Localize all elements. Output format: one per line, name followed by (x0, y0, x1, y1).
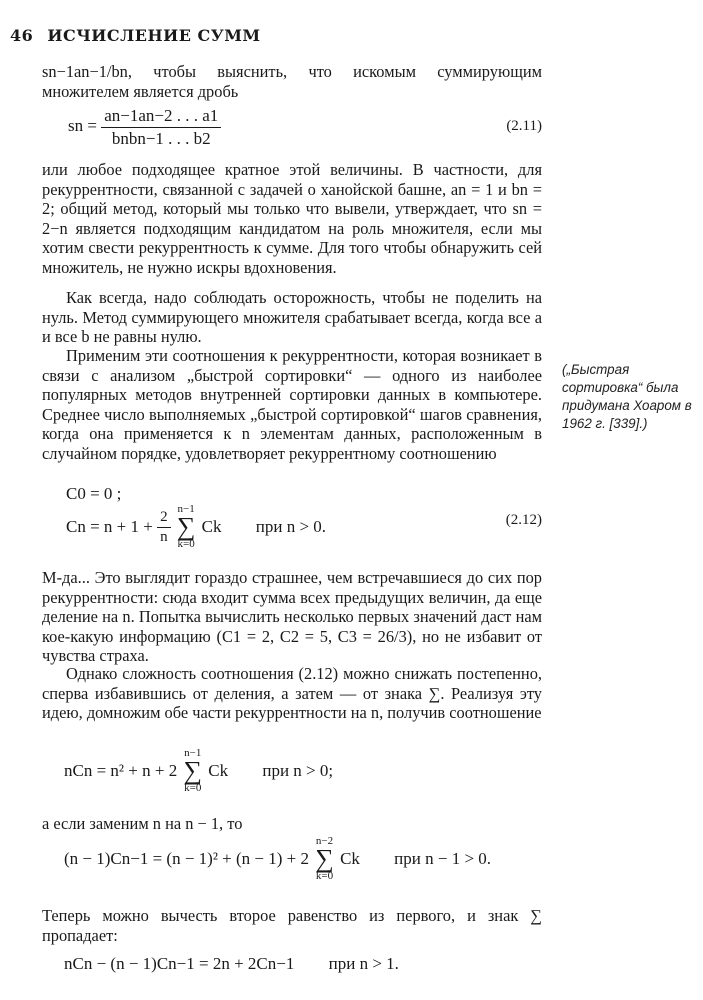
equation-4 (42, 836, 542, 896)
eq-4-term: Ck (340, 849, 360, 868)
paragraph-7: а если заменим n на n − 1, то (42, 814, 243, 833)
paragraph-4: Применим эти соотношения к рекуррентности, которая возникает в связи с анализом „быстрой сортировки“ — одного из наиболее популярных методов внутренней сортировки данных в компьютере. Среднее число выполняемых „быстрой сортировкой“ шагов сравнения, когда она применяется к n элементам данных, расположенным в случайном порядке, удовлетворяет рекуррентному соотношению (42, 346, 542, 463)
eq-2-12b-frac-num: 2 (157, 509, 171, 528)
eq-2-12b-frac-den: n (160, 528, 168, 545)
paragraph-2: или любое подходящее кратное этой величины. В частности, для рекуррентности, связанной с задачей о ханойской башне, an = 1 и bn = 2; общий метод, который мы только что вывели, утверждает, что sn = 2−n является подходящим кандидатом на роль множителя, если мы хотим свести рекуррентность к сумме. Для того чтобы обнаружить сей множитель, не нужно искры вдохновения. (42, 160, 542, 277)
eq-3-lhs: nCn = n² + n + 2 (64, 761, 178, 780)
page-number: 46 (10, 26, 34, 45)
equation-5 (42, 954, 542, 974)
eq-3-term: Ck (208, 761, 229, 780)
sum-lower-limit: k=0 (315, 870, 334, 882)
sigma-symbol: ∑ (183, 756, 202, 785)
eq-5-condition: при n > 1. (328, 954, 399, 973)
eq-2-11-numerator: an−1an−2 . . . a1 (101, 106, 221, 128)
eq-4-sum (315, 836, 334, 882)
eq-2-12b-lhs: Cn = n + 1 + (66, 517, 153, 536)
eq-number-2-12: (2.12) (505, 512, 542, 528)
equation-2-12a: C0 = 0 ; (66, 484, 122, 503)
sum-lower-limit: k=0 (177, 538, 195, 550)
sum-upper-limit: n−1 (184, 747, 202, 759)
running-title: ИСЧИСЛЕНИЕ СУММ (47, 26, 261, 45)
eq-3-condition: при n > 0; (262, 761, 334, 780)
eq-number-2-11: (2.11) (506, 118, 542, 134)
eq-4-lhs: (n − 1)Cn−1 = (n − 1)² + (n − 1) + 2 (64, 849, 310, 868)
eq-4-condition: при n − 1 > 0. (394, 849, 492, 868)
equation-3 (42, 748, 542, 808)
eq-2-11-lhs: sn = (68, 116, 97, 136)
sum-upper-limit: n−1 (177, 503, 195, 515)
paragraph-3: Как всегда, надо соблюдать осторожность, чтобы не поделить на нуль. Метод суммирующего множителя срабатывает всегда, когда все a и все b не равны нулю. (42, 288, 542, 346)
paragraph-1: sn−1an−1/bn, чтобы выяснить, что искомым суммирующим множителем является дробь (42, 62, 542, 101)
paragraph-5: М-да... Это выглядит гораздо страшнее, чем встречавшиеся до сих пор рекуррентности: сюда входит сумма всех предыдущих величин, да еще деление на n. Попытка вычислить несколько первых значений даст нам кое-какую информацию (C1 = 2, C2 = 5, C3 = 26/3), но не избавит от чувства страха. (42, 568, 542, 665)
paragraph-6: Однако сложность соотношения (2.12) можно снижать постепенно, сперва избавившись от деления, а затем — от знака ∑. Реализуя эту идею, домножим обе части рекуррентности на n, получив соотношение (42, 664, 542, 722)
equation-2-12b (42, 504, 542, 558)
eq-3-sum (183, 748, 202, 794)
equation-2-11 (42, 106, 542, 149)
eq-2-12b-sum (177, 504, 196, 550)
sum-upper-limit: n−2 (315, 835, 334, 847)
page-header (10, 26, 261, 45)
eq-2-12b-term: Ck (201, 517, 222, 536)
margin-note: („Быстрая сортировка“ была придумана Хоаром в 1962 г. [339].) (562, 362, 692, 431)
eq-5-text: nCn − (n − 1)Cn−1 = 2n + 2Cn−1 (64, 954, 295, 973)
paragraph-8: Теперь можно вычесть второе равенство из первого, и знак ∑ пропадает: (42, 906, 542, 945)
eq-2-12b-fraction (157, 509, 171, 546)
eq-2-11-denominator: bnbn−1 . . . b2 (111, 129, 211, 148)
eq-2-11-fraction (101, 106, 221, 149)
sigma-symbol: ∑ (176, 512, 196, 541)
eq-2-12b-condition: при n > 0. (255, 517, 327, 536)
sigma-symbol: ∑ (315, 844, 334, 873)
sum-lower-limit: k=0 (184, 782, 202, 794)
